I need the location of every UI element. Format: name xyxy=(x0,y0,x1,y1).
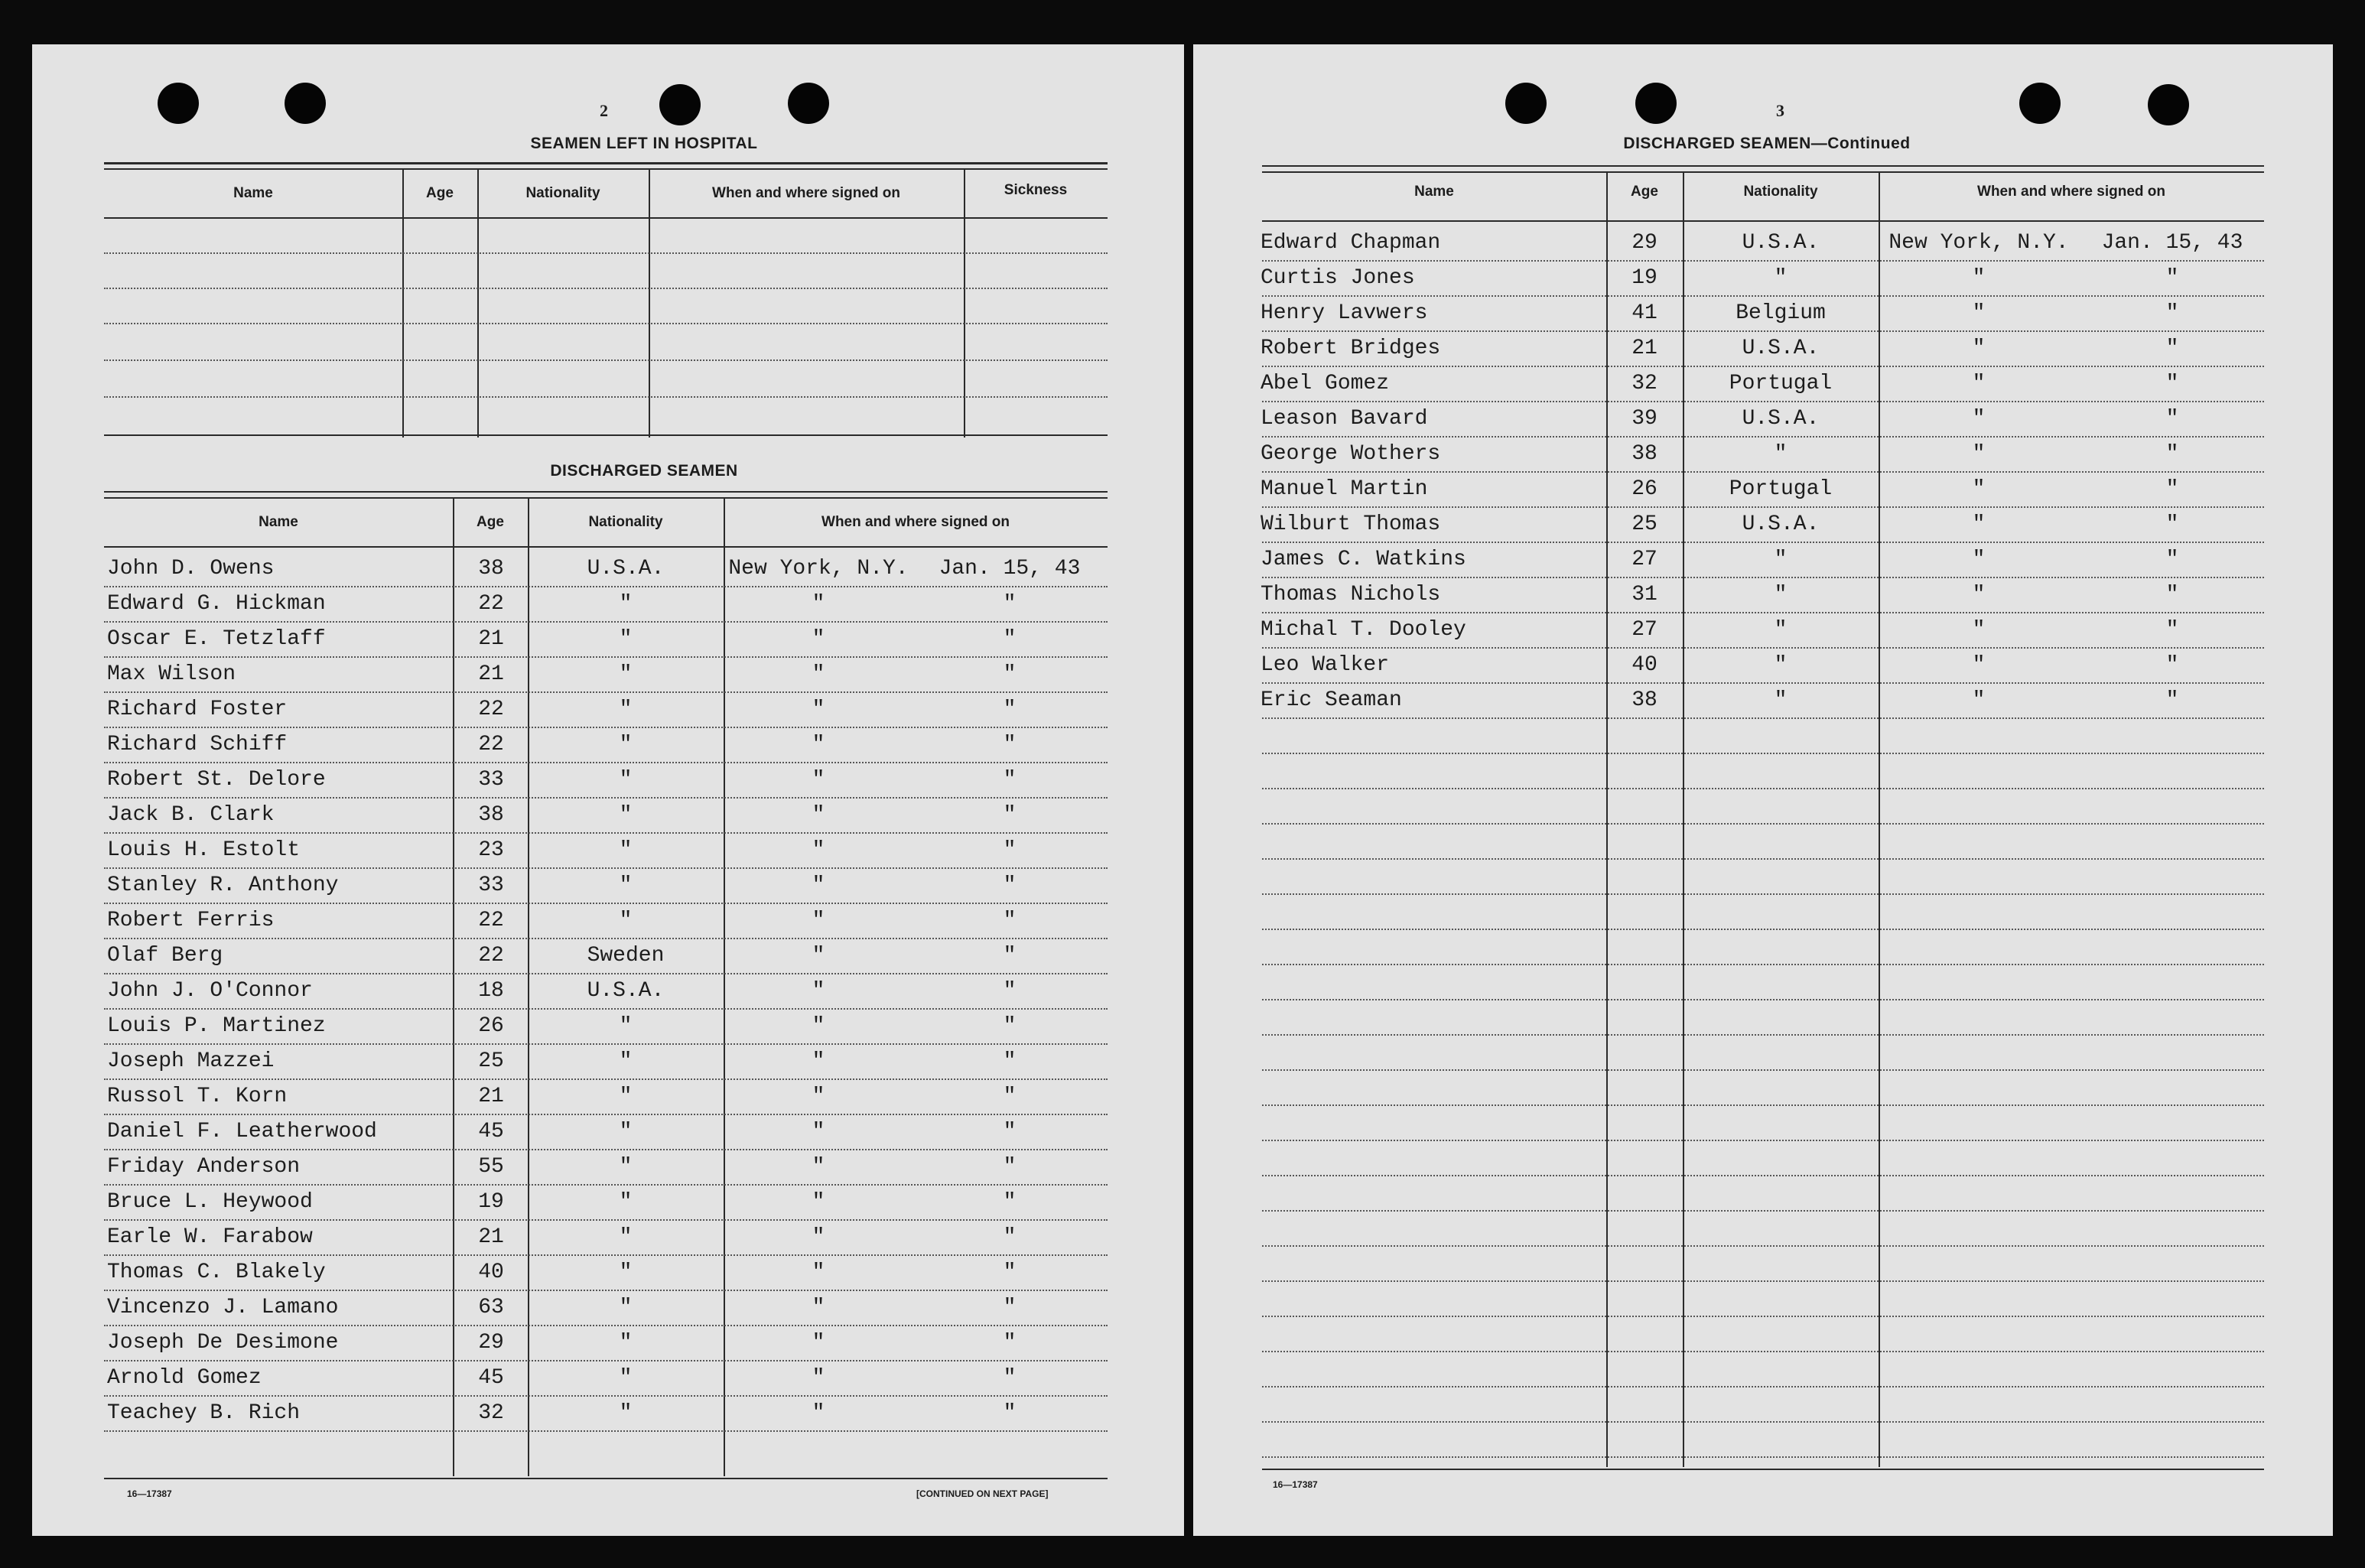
row-rule xyxy=(104,797,1108,799)
column-header-age: Age xyxy=(1631,184,1658,200)
name-cell: Abel Gomez xyxy=(1261,372,1390,395)
date-cell: " xyxy=(1003,1120,1017,1143)
row-rule xyxy=(1262,1175,2264,1176)
row-rule xyxy=(104,1219,1108,1221)
date-cell: " xyxy=(2165,618,2179,642)
row-rule xyxy=(104,1008,1108,1010)
age-cell: 18 xyxy=(478,979,504,1003)
nationality-cell: " xyxy=(1774,653,1788,677)
age-cell: 32 xyxy=(478,1401,504,1425)
age-cell: 33 xyxy=(478,873,504,897)
date-cell: " xyxy=(2165,407,2179,431)
date-cell: " xyxy=(1003,873,1017,897)
date-cell: " xyxy=(2165,688,2179,712)
nationality-cell: " xyxy=(619,1261,633,1284)
row-rule xyxy=(104,973,1108,974)
row-rule xyxy=(1262,577,2264,578)
row-rule xyxy=(1262,999,2264,1000)
place-cell: " xyxy=(812,698,825,721)
place-cell: " xyxy=(1972,301,1986,325)
hospital-section-title: SEAMEN LEFT IN HOSPITAL xyxy=(530,135,758,152)
row-rule xyxy=(104,1254,1108,1256)
age-cell: 25 xyxy=(478,1049,504,1073)
place-cell: " xyxy=(812,1225,825,1249)
punch-hole xyxy=(788,83,829,124)
name-cell: Leason Bavard xyxy=(1261,407,1428,431)
age-cell: 38 xyxy=(1631,442,1657,466)
age-cell: 22 xyxy=(478,733,504,756)
column-header-age: Age xyxy=(477,514,504,530)
age-cell: 26 xyxy=(1631,477,1657,501)
nationality-cell: " xyxy=(619,592,633,616)
name-cell: Jack B. Clark xyxy=(107,803,275,827)
age-cell: 21 xyxy=(478,1085,504,1108)
age-cell: 38 xyxy=(478,803,504,827)
date-cell: " xyxy=(2165,372,2179,395)
punch-hole xyxy=(1635,83,1677,124)
place-cell: " xyxy=(1972,442,1986,466)
name-cell: Thomas Nichols xyxy=(1261,583,1441,607)
age-cell: 19 xyxy=(1631,266,1657,290)
date-cell: " xyxy=(1003,1190,1017,1214)
discharged-section-title: DISCHARGED SEAMEN xyxy=(550,462,738,480)
date-cell: Jan. 15, 43 xyxy=(939,557,1081,581)
row-rule xyxy=(1262,401,2264,402)
name-cell: Arnold Gomez xyxy=(107,1366,262,1390)
nationality-cell: " xyxy=(619,1296,633,1319)
nationality-cell: Belgium xyxy=(1736,301,1826,325)
name-cell: Olaf Berg xyxy=(107,944,223,968)
punch-hole xyxy=(285,83,326,124)
column-header-sickness: Sickness xyxy=(1004,182,1068,198)
name-cell: Daniel F. Leatherwood xyxy=(107,1120,377,1143)
name-cell: Robert Bridges xyxy=(1261,337,1441,360)
place-cell: " xyxy=(1972,548,1986,571)
date-cell: " xyxy=(1003,627,1017,651)
date-cell: Jan. 15, 43 xyxy=(2101,231,2243,255)
row-rule xyxy=(1262,717,2264,719)
place-cell: " xyxy=(1972,653,1986,677)
date-cell: " xyxy=(1003,979,1017,1003)
nationality-cell: " xyxy=(1774,548,1788,571)
nationality-cell: Sweden xyxy=(587,944,665,968)
form-number: 16—17387 xyxy=(1273,1479,1318,1490)
nationality-cell: " xyxy=(619,1401,633,1425)
name-cell: Oscar E. Tetzlaff xyxy=(107,627,326,651)
name-cell: Edward Chapman xyxy=(1261,231,1441,255)
nationality-cell: " xyxy=(619,1331,633,1355)
name-cell: Earle W. Farabow xyxy=(107,1225,313,1249)
age-cell: 21 xyxy=(478,662,504,686)
nationality-cell: U.S.A. xyxy=(1742,337,1820,360)
nationality-cell: U.S.A. xyxy=(1742,231,1820,255)
nationality-cell: " xyxy=(1774,583,1788,607)
name-cell: George Wothers xyxy=(1261,442,1441,466)
place-cell: " xyxy=(1972,477,1986,501)
nationality-cell: " xyxy=(619,698,633,721)
row-rule xyxy=(104,691,1108,693)
place-cell: " xyxy=(812,1155,825,1179)
row-rule xyxy=(1262,1456,2264,1458)
date-cell: " xyxy=(2165,442,2179,466)
name-cell: Teachey B. Rich xyxy=(107,1401,301,1425)
age-cell: 40 xyxy=(478,1261,504,1284)
row-rule xyxy=(104,1325,1108,1326)
nationality-cell: " xyxy=(1774,618,1788,642)
date-cell: " xyxy=(1003,1331,1017,1355)
name-cell: Manuel Martin xyxy=(1261,477,1428,501)
place-cell: " xyxy=(1972,618,1986,642)
name-cell: Leo Walker xyxy=(1261,653,1390,677)
row-rule xyxy=(104,656,1108,658)
row-rule xyxy=(1262,471,2264,473)
column-header-nationality: Nationality xyxy=(588,514,663,530)
age-cell: 31 xyxy=(1631,583,1657,607)
place-cell: " xyxy=(812,873,825,897)
column-header-name: Name xyxy=(1414,184,1454,200)
right-page xyxy=(1193,44,2333,1536)
age-cell: 21 xyxy=(478,1225,504,1249)
name-cell: Vincenzo J. Lamano xyxy=(107,1296,339,1319)
age-cell: 39 xyxy=(1631,407,1657,431)
date-cell: " xyxy=(2165,266,2179,290)
nationality-cell: " xyxy=(619,909,633,932)
column-header-signed-on: When and where signed on xyxy=(712,185,900,201)
left-page xyxy=(32,44,1184,1536)
nationality-cell: " xyxy=(619,1014,633,1038)
place-cell: " xyxy=(812,1401,825,1425)
place-cell: New York, N.Y. xyxy=(1888,231,2069,255)
name-cell: Richard Foster xyxy=(107,698,288,721)
row-rule xyxy=(1262,1034,2264,1036)
row-rule xyxy=(1262,1351,2264,1352)
place-cell: " xyxy=(812,592,825,616)
nationality-cell: U.S.A. xyxy=(587,979,665,1003)
age-cell: 41 xyxy=(1631,301,1657,325)
age-cell: 25 xyxy=(1631,512,1657,536)
date-cell: " xyxy=(1003,1261,1017,1284)
age-cell: 38 xyxy=(1631,688,1657,712)
place-cell: " xyxy=(812,803,825,827)
date-cell: " xyxy=(2165,512,2179,536)
nationality-cell: " xyxy=(619,1190,633,1214)
date-cell: " xyxy=(1003,1366,1017,1390)
age-cell: 38 xyxy=(478,557,504,581)
row-rule xyxy=(104,1360,1108,1361)
nationality-cell: " xyxy=(619,733,633,756)
nationality-cell: " xyxy=(1774,266,1788,290)
row-rule xyxy=(1262,366,2264,367)
age-cell: 22 xyxy=(478,909,504,932)
age-cell: 29 xyxy=(478,1331,504,1355)
age-cell: 33 xyxy=(478,768,504,792)
column-header-name: Name xyxy=(233,185,273,201)
discharged-continued-title: DISCHARGED SEAMEN—Continued xyxy=(1623,135,1911,152)
name-cell: Robert St. Delore xyxy=(107,768,326,792)
row-rule xyxy=(1262,929,2264,930)
row-rule xyxy=(1262,1210,2264,1212)
place-cell: " xyxy=(812,1120,825,1143)
column-header-nationality: Nationality xyxy=(1743,184,1818,200)
page-number: 2 xyxy=(600,101,608,120)
row-rule xyxy=(104,621,1108,623)
date-cell: " xyxy=(1003,592,1017,616)
row-rule xyxy=(1262,858,2264,860)
date-cell: " xyxy=(2165,583,2179,607)
nationality-cell: Portugal xyxy=(1729,372,1833,395)
column-header-signed-on: When and where signed on xyxy=(821,514,1010,530)
nationality-cell: U.S.A. xyxy=(1742,512,1820,536)
name-cell: Edward G. Hickman xyxy=(107,592,326,616)
date-cell: " xyxy=(1003,838,1017,862)
date-cell: " xyxy=(1003,698,1017,721)
nationality-cell: " xyxy=(619,662,633,686)
name-cell: Robert Ferris xyxy=(107,909,275,932)
place-cell: " xyxy=(1972,583,1986,607)
age-cell: 26 xyxy=(478,1014,504,1038)
row-rule xyxy=(1262,893,2264,895)
place-cell: " xyxy=(812,1366,825,1390)
age-cell: 23 xyxy=(478,838,504,862)
name-cell: Curtis Jones xyxy=(1261,266,1415,290)
column-header-age: Age xyxy=(426,185,454,201)
row-rule xyxy=(1262,753,2264,754)
row-rule xyxy=(1262,1316,2264,1317)
place-cell: " xyxy=(812,909,825,932)
row-rule xyxy=(104,938,1108,939)
row-rule xyxy=(104,1114,1108,1115)
row-rule xyxy=(104,1078,1108,1080)
row-rule xyxy=(104,762,1108,763)
punch-hole xyxy=(2148,84,2189,125)
nationality-cell: " xyxy=(619,803,633,827)
row-rule xyxy=(104,1184,1108,1186)
name-cell: Wilburt Thomas xyxy=(1261,512,1441,536)
nationality-cell: " xyxy=(619,1155,633,1179)
nationality-cell: " xyxy=(619,768,633,792)
name-cell: Michal T. Dooley xyxy=(1261,618,1466,642)
place-cell: " xyxy=(812,1296,825,1319)
name-cell: Louis P. Martinez xyxy=(107,1014,326,1038)
age-cell: 63 xyxy=(478,1296,504,1319)
place-cell: " xyxy=(812,1261,825,1284)
place-cell: " xyxy=(1972,337,1986,360)
age-cell: 45 xyxy=(478,1366,504,1390)
nationality-cell: " xyxy=(619,1225,633,1249)
name-cell: Louis H. Estolt xyxy=(107,838,301,862)
row-rule xyxy=(1262,682,2264,684)
row-rule xyxy=(104,832,1108,834)
age-cell: 19 xyxy=(478,1190,504,1214)
row-rule xyxy=(1262,1280,2264,1282)
date-cell: " xyxy=(1003,1401,1017,1425)
age-cell: 27 xyxy=(1631,548,1657,571)
place-cell: " xyxy=(1972,688,1986,712)
punch-hole xyxy=(158,83,199,124)
age-cell: 22 xyxy=(478,698,504,721)
place-cell: " xyxy=(812,1049,825,1073)
place-cell: " xyxy=(812,838,825,862)
place-cell: " xyxy=(812,1190,825,1214)
name-cell: Friday Anderson xyxy=(107,1155,301,1179)
date-cell: " xyxy=(1003,1014,1017,1038)
age-cell: 27 xyxy=(1631,618,1657,642)
nationality-cell: " xyxy=(619,838,633,862)
date-cell: " xyxy=(2165,477,2179,501)
name-cell: Thomas C. Blakely xyxy=(107,1261,326,1284)
place-cell: " xyxy=(1972,266,1986,290)
row-rule xyxy=(1262,295,2264,297)
nationality-cell: " xyxy=(619,1366,633,1390)
row-rule xyxy=(1262,823,2264,825)
form-number: 16—17387 xyxy=(127,1488,172,1499)
place-cell: " xyxy=(812,627,825,651)
row-rule xyxy=(1262,612,2264,613)
place-cell: " xyxy=(812,1085,825,1108)
date-cell: " xyxy=(1003,733,1017,756)
place-cell: " xyxy=(812,1331,825,1355)
name-cell: Max Wilson xyxy=(107,662,236,686)
place-cell: " xyxy=(1972,372,1986,395)
place-cell: " xyxy=(812,768,825,792)
row-rule xyxy=(1262,1245,2264,1247)
place-cell: " xyxy=(1972,407,1986,431)
place-cell: " xyxy=(1972,512,1986,536)
date-cell: " xyxy=(1003,662,1017,686)
nationality-cell: " xyxy=(619,1120,633,1143)
place-cell: " xyxy=(812,944,825,968)
place-cell: New York, N.Y. xyxy=(728,557,909,581)
nationality-cell: U.S.A. xyxy=(587,557,665,581)
row-rule xyxy=(1262,1421,2264,1423)
nationality-cell: " xyxy=(1774,442,1788,466)
row-rule xyxy=(1262,260,2264,262)
page-number: 3 xyxy=(1776,101,1784,120)
row-rule xyxy=(1262,788,2264,789)
place-cell: " xyxy=(812,662,825,686)
row-rule xyxy=(104,1395,1108,1397)
place-cell: " xyxy=(812,979,825,1003)
row-rule xyxy=(1262,542,2264,543)
age-cell: 55 xyxy=(478,1155,504,1179)
row-rule xyxy=(1262,436,2264,438)
nationality-cell: Portugal xyxy=(1729,477,1833,501)
row-rule xyxy=(1262,1069,2264,1071)
date-cell: " xyxy=(1003,944,1017,968)
row-rule xyxy=(104,1430,1108,1432)
row-rule xyxy=(104,1290,1108,1291)
name-cell: John J. O'Connor xyxy=(107,979,313,1003)
nationality-cell: " xyxy=(619,1085,633,1108)
age-cell: 22 xyxy=(478,944,504,968)
nationality-cell: " xyxy=(619,1049,633,1073)
row-rule xyxy=(104,1149,1108,1150)
age-cell: 29 xyxy=(1631,231,1657,255)
age-cell: 32 xyxy=(1631,372,1657,395)
punch-hole xyxy=(2019,83,2061,124)
date-cell: " xyxy=(1003,1085,1017,1108)
date-cell: " xyxy=(2165,301,2179,325)
row-rule xyxy=(1262,330,2264,332)
date-cell: " xyxy=(1003,909,1017,932)
age-cell: 21 xyxy=(478,627,504,651)
place-cell: " xyxy=(812,1014,825,1038)
row-rule xyxy=(1262,647,2264,649)
nationality-cell: U.S.A. xyxy=(1742,407,1820,431)
date-cell: " xyxy=(1003,1049,1017,1073)
name-cell: Henry Lavwers xyxy=(1261,301,1428,325)
date-cell: " xyxy=(1003,1155,1017,1179)
date-cell: " xyxy=(1003,768,1017,792)
row-rule xyxy=(1262,1140,2264,1141)
nationality-cell: " xyxy=(619,873,633,897)
column-header-nationality: Nationality xyxy=(525,185,600,201)
punch-hole xyxy=(659,84,701,125)
row-rule xyxy=(1262,1386,2264,1387)
place-cell: " xyxy=(812,733,825,756)
date-cell: " xyxy=(1003,1225,1017,1249)
row-rule xyxy=(1262,964,2264,965)
nationality-cell: " xyxy=(1774,688,1788,712)
date-cell: " xyxy=(1003,1296,1017,1319)
date-cell: " xyxy=(2165,653,2179,677)
row-rule xyxy=(104,867,1108,869)
row-rule xyxy=(104,586,1108,587)
column-header-signed-on: When and where signed on xyxy=(1977,184,2165,200)
age-cell: 22 xyxy=(478,592,504,616)
name-cell: Joseph Mazzei xyxy=(107,1049,275,1073)
row-rule xyxy=(104,727,1108,728)
name-cell: Richard Schiff xyxy=(107,733,288,756)
nationality-cell: " xyxy=(619,627,633,651)
row-rule xyxy=(1262,506,2264,508)
continued-note: [CONTINUED ON NEXT PAGE] xyxy=(916,1488,1049,1499)
name-cell: James C. Watkins xyxy=(1261,548,1466,571)
name-cell: Bruce L. Heywood xyxy=(107,1190,313,1214)
name-cell: Russol T. Korn xyxy=(107,1085,288,1108)
age-cell: 40 xyxy=(1631,653,1657,677)
name-cell: Stanley R. Anthony xyxy=(107,873,339,897)
name-cell: Eric Seaman xyxy=(1261,688,1402,712)
date-cell: " xyxy=(2165,337,2179,360)
age-cell: 45 xyxy=(478,1120,504,1143)
punch-hole xyxy=(1505,83,1547,124)
date-cell: " xyxy=(2165,548,2179,571)
date-cell: " xyxy=(1003,803,1017,827)
column-header-name: Name xyxy=(259,514,298,530)
age-cell: 21 xyxy=(1631,337,1657,360)
row-rule xyxy=(1262,1104,2264,1106)
name-cell: Joseph De Desimone xyxy=(107,1331,339,1355)
row-rule xyxy=(104,1043,1108,1045)
row-rule xyxy=(104,903,1108,904)
name-cell: John D. Owens xyxy=(107,557,275,581)
